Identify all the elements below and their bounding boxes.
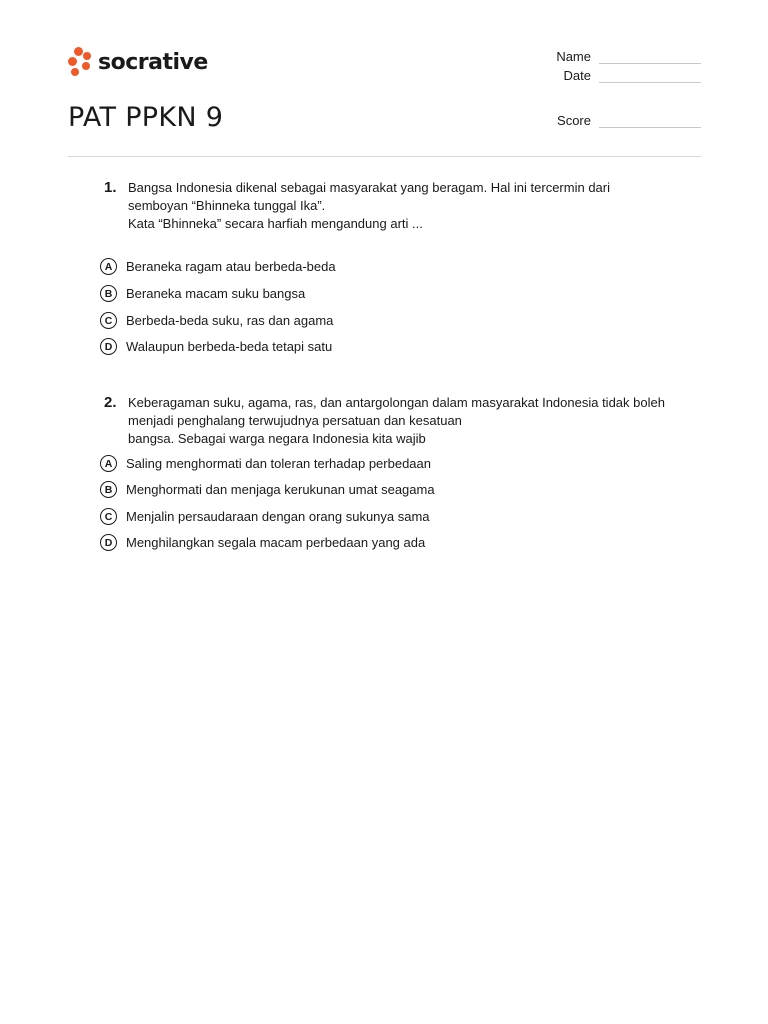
date-line <box>599 70 701 83</box>
q1-option-d[interactable] <box>100 338 332 355</box>
date-label: Date <box>563 68 591 83</box>
q2-option-d[interactable] <box>100 534 425 551</box>
question-line: semboyan “Bhinneka tunggal Ika”. <box>128 198 326 213</box>
question-1 <box>100 179 700 233</box>
option-letter-circle: D <box>100 338 117 355</box>
socrative-logo-icon <box>68 47 92 77</box>
option-text: Menjalin persaudaraan dengan orang sukunya sama <box>126 509 430 524</box>
q1-option-b[interactable] <box>100 285 305 302</box>
header-divider <box>68 156 701 157</box>
q1-option-a[interactable] <box>100 258 336 275</box>
question-line: Keberagaman suku, agama, ras, dan antargolongan dalam masyarakat Indonesia tidak boleh <box>128 395 665 410</box>
logo-text: socrative <box>98 49 208 75</box>
option-text: Berbeda-beda suku, ras dan agama <box>126 313 334 328</box>
score-label: Score <box>557 113 591 128</box>
option-letter-circle: A <box>100 455 117 472</box>
q2-option-b[interactable] <box>100 481 435 498</box>
q2-option-c[interactable] <box>100 508 430 525</box>
question-line: menjadi penghalang terwujudnya persatuan dan kesatuan <box>128 413 462 428</box>
option-letter-circle: C <box>100 508 117 525</box>
question-number: 2. <box>104 394 117 411</box>
name-field <box>551 49 701 64</box>
option-letter-circle: B <box>100 481 117 498</box>
question-2 <box>100 394 700 448</box>
date-field <box>551 68 701 83</box>
option-letter-circle: D <box>100 534 117 551</box>
name-label: Name <box>556 49 591 64</box>
question-line: Kata “Bhinneka” secara harfiah mengandung arti ... <box>128 216 423 231</box>
name-line <box>599 51 701 64</box>
option-text: Beraneka ragam atau berbeda-beda <box>126 259 336 274</box>
option-text: Beraneka macam suku bangsa <box>126 286 306 301</box>
option-text: Walaupun berbeda-beda tetapi satu <box>126 339 333 354</box>
score-line <box>599 115 701 128</box>
score-field <box>551 113 701 128</box>
option-text: Menghilangkan segala macam perbedaan yang ada <box>126 535 426 550</box>
question-text <box>128 394 700 448</box>
question-line: Bangsa Indonesia dikenal sebagai masyarakat yang beragam. Hal ini tercermin dari <box>128 180 610 195</box>
q2-option-a[interactable] <box>100 455 431 472</box>
option-text: Saling menghormati dan toleran terhadap perbedaan <box>126 456 431 471</box>
question-text <box>128 179 700 233</box>
question-line: bangsa. Sebagai warga negara Indonesia kita wajib <box>128 431 426 446</box>
page-title: PAT PPKN 9 <box>68 102 224 133</box>
socrative-logo <box>68 46 208 78</box>
option-letter-circle: C <box>100 312 117 329</box>
option-letter-circle: B <box>100 285 117 302</box>
question-number: 1. <box>104 179 117 196</box>
q1-option-c[interactable] <box>100 312 333 329</box>
option-letter-circle: A <box>100 258 117 275</box>
option-text: Menghormati dan menjaga kerukunan umat seagama <box>126 482 435 497</box>
